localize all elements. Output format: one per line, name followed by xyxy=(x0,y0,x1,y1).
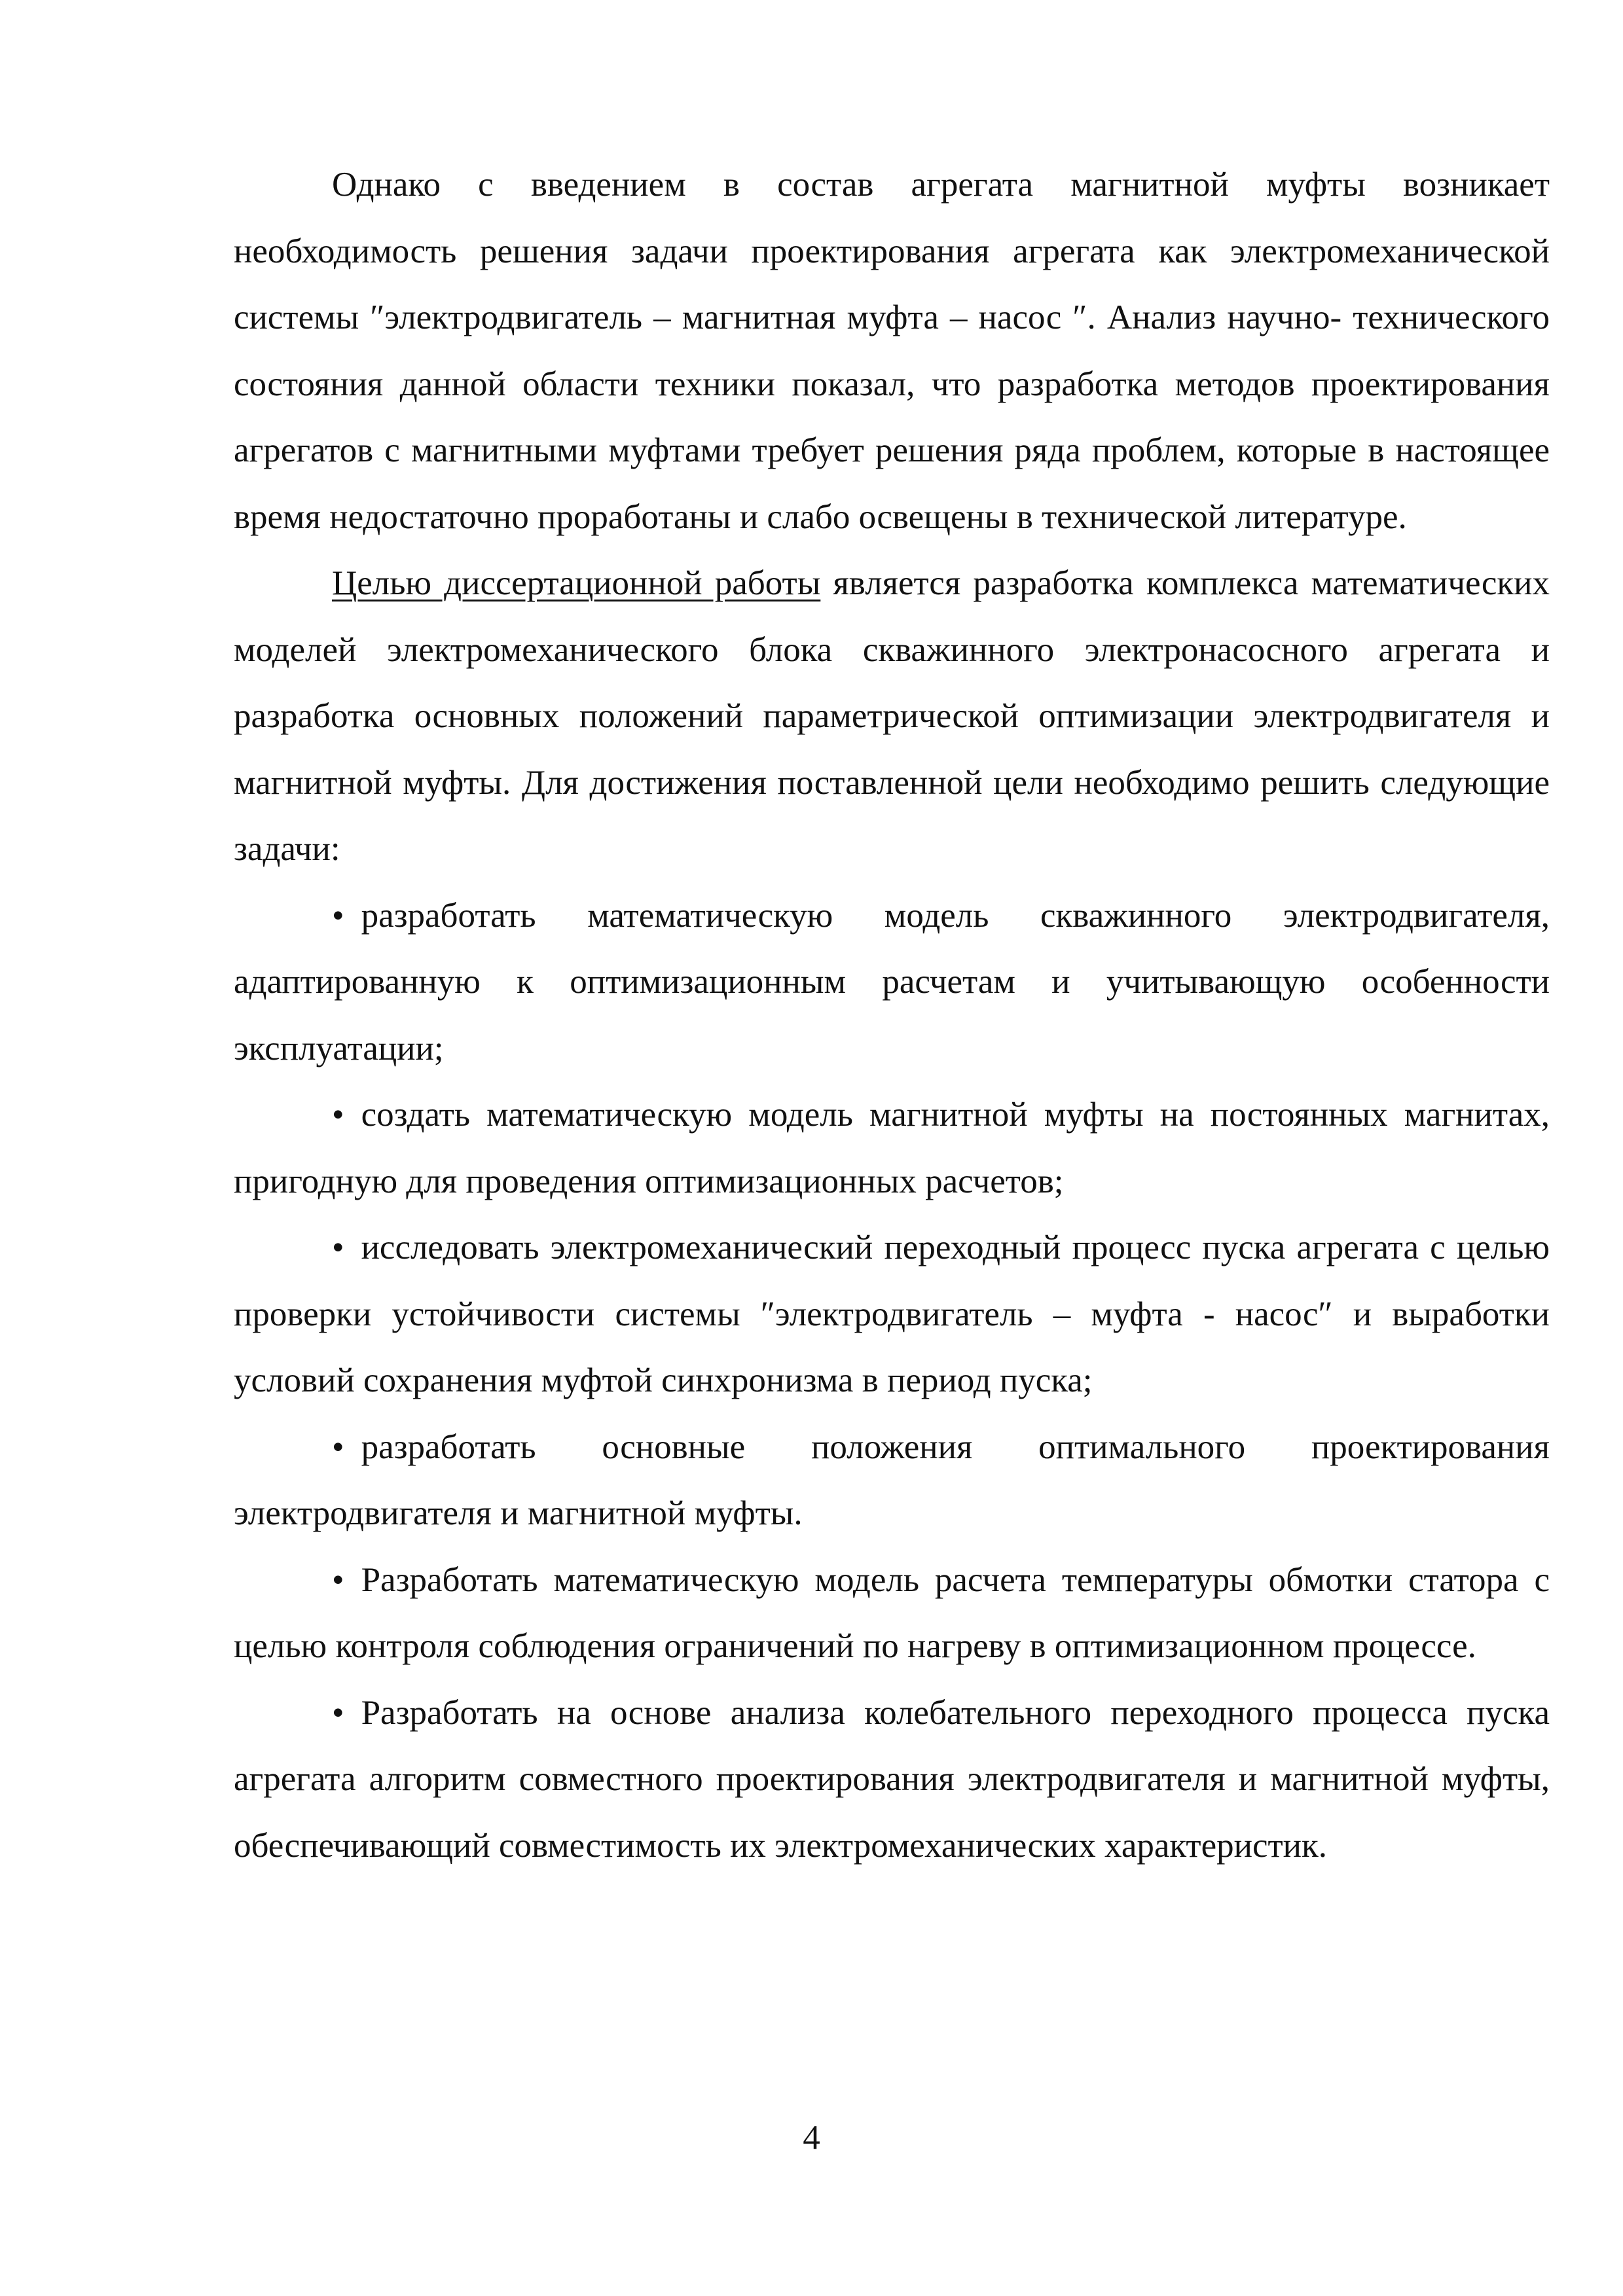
goal-heading-underlined: Целью диссертационной работы xyxy=(332,564,821,602)
bullet-icon: • xyxy=(332,1229,344,1266)
task-text: создать математическую модель магнитной муфты на постоянных магнитах, пригодную для проведения оптимизационных расчетов; xyxy=(234,1096,1550,1200)
task-list-item xyxy=(234,1414,1550,1547)
task-list-item xyxy=(234,1680,1550,1880)
bullet-icon: • xyxy=(332,1693,344,1732)
paragraph-goal xyxy=(234,550,1550,883)
bullet-icon: • xyxy=(332,896,344,935)
page-number: 4 xyxy=(803,2119,820,2157)
goal-text: является разработка комплекса математических моделей электромеханического блока скважинного электронасосного агрегата и разработка основных положений параметрической оптимизации электродвигателя и магнитной муфты. Для достижения поставленной цели необходимо решить следующие задачи: xyxy=(234,564,1550,868)
task-text: исследовать электромеханический переходный процесс пуска агрегата с целью проверки устойчивости системы ″электродвигатель – муфта - насос″ и выработки условий сохранения муфтой синхронизма в период пуска; xyxy=(234,1229,1550,1399)
task-text: Разработать на основе анализа колебательного переходного процесса пуска агрегата алгоритм совместного проектирования электродвигателя и магнитной муфты, обеспечивающий совместимость их электромеханических характеристик. xyxy=(234,1693,1550,1865)
paragraph-intro: Однако с введением в состав агрегата магнитной муфты возникает необходимость решения задачи проектирования агрегата как электромеханической системы ″электродвигатель – магнитная муфта – насос ″. Анализ научно- технического состояния данной области техники показал, что разработка методов проектирования агрегатов с магнитными муфтами требует решения ряда проблем, которые в настоящее время недостаточно проработаны и слабо освещены в технической литературе. xyxy=(234,166,1550,536)
task-list-item xyxy=(234,883,1550,1083)
task-text: разработать основные положения оптимального проектирования электродвигателя и магнитной муфты. xyxy=(234,1427,1550,1532)
bullet-icon: • xyxy=(332,1427,344,1466)
task-list-item xyxy=(234,1082,1550,1215)
body-text xyxy=(234,152,1550,1879)
task-text: разработать математическую модель скважинного электродвигателя, адаптированную к оптимизационным расчетам и учитывающую особенности эксплуатации; xyxy=(234,896,1550,1067)
task-list-item xyxy=(234,1215,1550,1414)
task-text: Разработать математическую модель расчета температуры обмотки статора с целью контроля соблюдения ограничений по нагреву в оптимизационном процессе. xyxy=(234,1560,1550,1665)
bullet-icon: • xyxy=(332,1096,344,1134)
task-list-item xyxy=(234,1547,1550,1680)
bullet-icon: • xyxy=(332,1560,344,1599)
